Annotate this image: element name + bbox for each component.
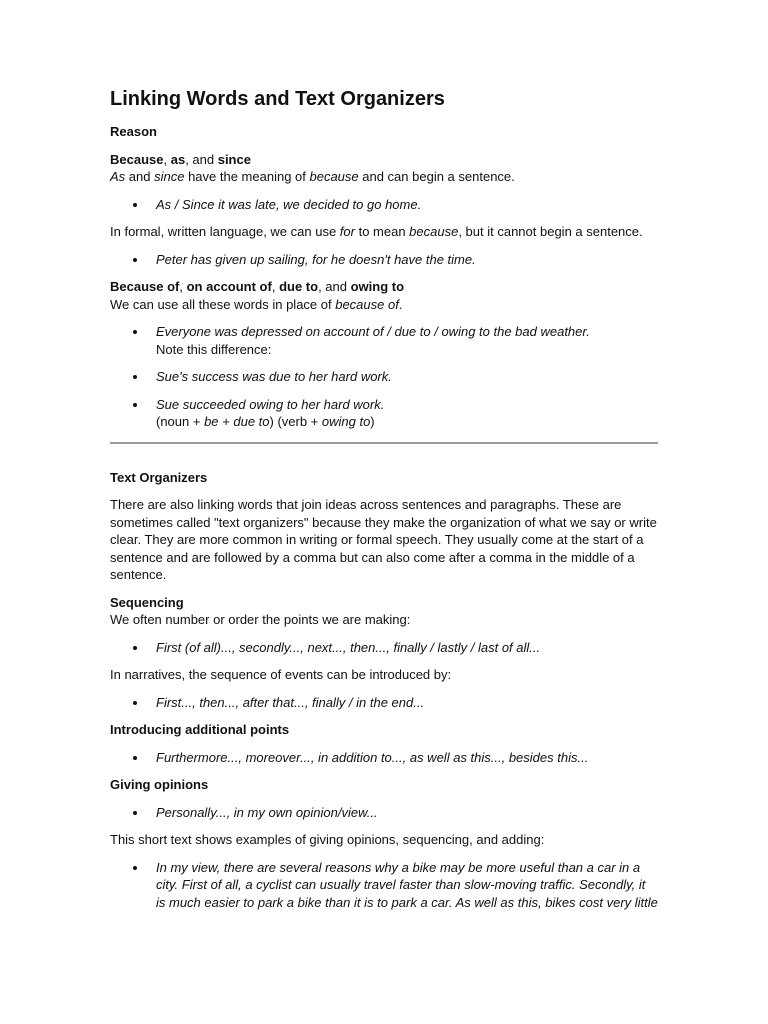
paragraph-because-of-intro: We can use all these words in place of because of. <box>110 296 403 312</box>
subheading-additional-points: Introducing additional points <box>110 722 290 737</box>
example-text: Everyone was depressed on account of / due to / owing to the bad weather. <box>156 324 590 339</box>
document-page <box>110 86 658 921</box>
paragraph-sequencing-intro: We often number or order the points we are making: <box>110 612 411 627</box>
paragraph-narratives: In narratives, the sequence of events can be introduced by: <box>110 667 452 682</box>
example-list <box>110 804 658 822</box>
example-item: First..., then..., after that..., finally / in the end... <box>110 694 658 712</box>
example-list <box>110 859 658 912</box>
example-list <box>110 694 658 712</box>
example-item <box>110 396 658 431</box>
paragraph-because-intro: As and since have the meaning of because and can begin a sentence. <box>110 169 515 184</box>
subheading-because: Because, as, and since <box>110 151 251 167</box>
example-list <box>110 196 658 214</box>
example-list <box>110 251 658 269</box>
paragraph-short-text-intro: This short text shows examples of giving opinions, sequencing, and adding: <box>110 832 545 847</box>
subheading-sequencing: Sequencing <box>110 594 184 610</box>
example-list <box>110 749 658 767</box>
section-heading-reason: Reason <box>110 124 157 139</box>
paragraph-formal-for: In formal, written language, we can use for to mean because, but it cannot begin a sentence. <box>110 224 643 239</box>
example-item: First (of all)..., secondly..., next..., then..., finally / lastly / last of all... <box>110 639 658 657</box>
subheading-giving-opinions: Giving opinions <box>110 777 209 792</box>
note-text: (noun + be + due to) (verb + owing to) <box>156 414 375 429</box>
example-item: Furthermore..., moreover..., in addition to..., as well as this..., besides this... <box>110 749 658 767</box>
example-text: Sue succeeded owing to her hard work. <box>156 396 385 412</box>
example-item <box>110 323 658 358</box>
example-item: Sue's success was due to her hard work. <box>110 368 658 386</box>
example-item: In my view, there are several reasons why a bike may be more useful than a car in a city. First of all, a cyclist can usually travel faster than slow-moving traffic. Secondly, it is much easier to park a bike than it is to park a car. As well as this, bikes cost very little <box>110 859 658 912</box>
page-title: Linking Words and Text Organizers <box>110 88 445 110</box>
example-item: As / Since it was late, we decided to go home. <box>110 196 658 214</box>
example-list <box>110 639 658 657</box>
section-heading-text-organizers: Text Organizers <box>110 469 208 485</box>
note-text: Note this difference: <box>156 341 272 357</box>
example-item: Peter has given up sailing, for he doesn't have the time. <box>110 251 658 269</box>
paragraph-text-organizers-intro: There are also linking words that join ideas across sentences and paragraphs. These are sometimes called "text organizers" because they make the organization of what we say or write clear. They are more common in writing or formal speech. They usually come at the start of a sentence and are followed by a comma but can also come after a comma in the middle of a sentence. <box>110 497 657 582</box>
section-divider <box>110 442 658 444</box>
subheading-because-of: Because of, on account of, due to, and owing to <box>110 279 405 294</box>
example-item: Personally..., in my own opinion/view... <box>110 804 658 822</box>
example-list <box>110 323 658 431</box>
